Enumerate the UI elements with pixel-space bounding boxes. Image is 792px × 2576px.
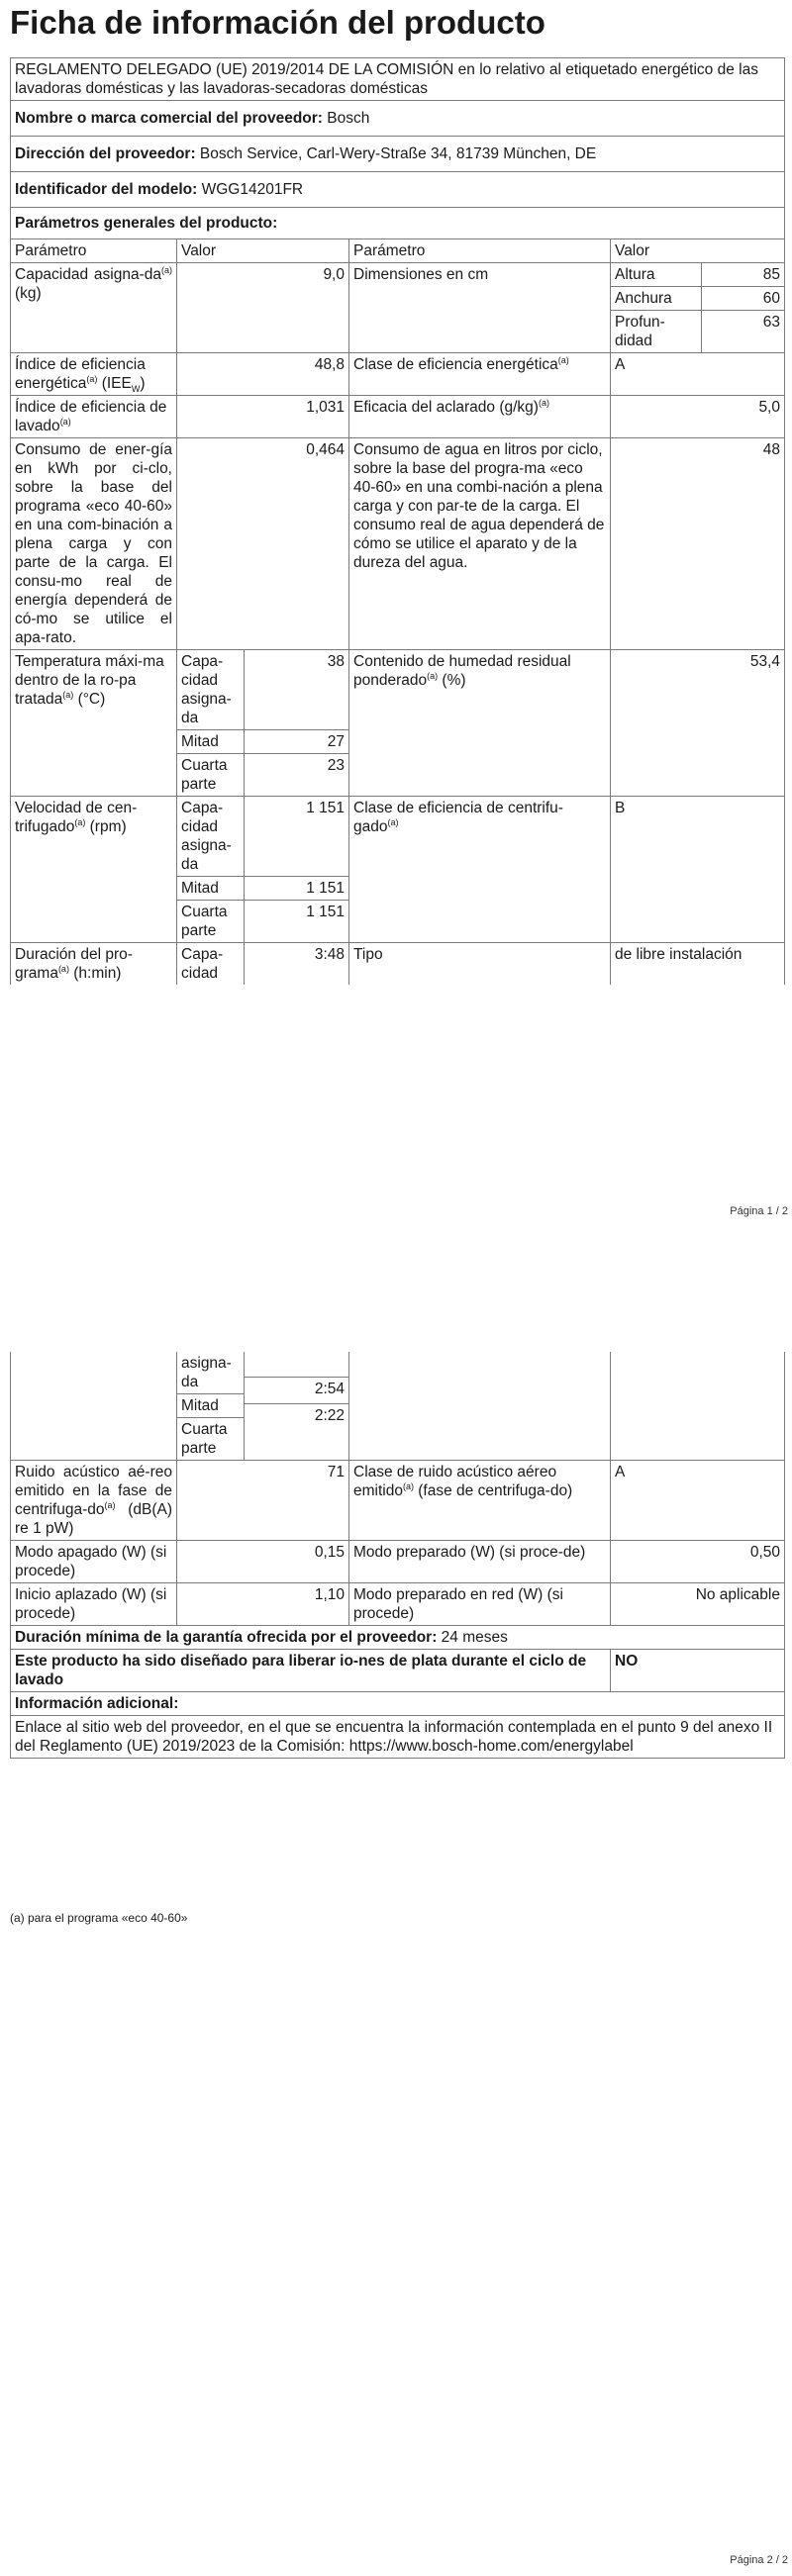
page-2 [0, 1352, 792, 2576]
delay-start-label: Inicio aplazado (W) (si procede) [11, 1583, 177, 1626]
depth-value: 63 [702, 311, 785, 353]
regulation-cell [11, 58, 785, 101]
type-value-continued [611, 1352, 785, 1461]
address-value: Bosch Service, Carl-Wery-Straße 34, 81739 München, DE [195, 145, 597, 162]
standby-label: Modo preparado (W) (si proce-de) [349, 1541, 611, 1583]
energy-consumption-value: 0,464 [177, 438, 349, 650]
network-standby-label: Modo preparado en red (W) (si procede) [349, 1583, 611, 1626]
width-value: 60 [702, 287, 785, 311]
duration-quarter-label: Cuarta parte [177, 1418, 245, 1461]
temp-quarter-label: Cuarta parte [177, 754, 245, 797]
type-label: Tipo [349, 943, 611, 986]
footnote: (a) para el programa «eco 40-60» [10, 1911, 188, 1925]
duration-label: Duración del pro-grama$^{(a)}$ (h:min) [11, 943, 177, 986]
energy-class-label: Clase de eficiencia energética$^{(a)}$ [349, 353, 611, 396]
additional-info-heading: Información adicional: [11, 1692, 785, 1716]
delay-start-value: 1,10 [177, 1583, 349, 1626]
col-header-param-2: Parámetro [349, 239, 611, 263]
address-label: Dirección del proveedor: [15, 145, 196, 162]
spin-quarter-label: Cuarta parte [177, 901, 245, 943]
standby-value: 0,50 [611, 1541, 785, 1583]
product-info-table [10, 57, 785, 985]
type-cell-continued [349, 1352, 611, 1461]
capacity-value: 9,0 [177, 263, 349, 353]
document-title: Ficha de información del producto [10, 4, 545, 41]
general-params-heading: Parámetros generales del producto: [11, 208, 785, 239]
model-label: Identificador del modelo: [15, 181, 198, 198]
silver-ions-value: NO [611, 1650, 785, 1692]
duration-rated-label-part2: asigna-da [177, 1352, 245, 1394]
noise-label: Ruido acústico aé-reo emitido en la fase de centrifuga-$do^{(a)}$ (dB(A) re 1 pW) [11, 1461, 177, 1541]
depth-label: Profun-didad [611, 311, 702, 353]
column-header-row [11, 239, 785, 263]
regulation-reference: REGLAMENTO DELEGADO (UE) 2019/2014 DE LA COMISIÓN [15, 61, 454, 78]
duration-rated-value: 3:48 [245, 943, 349, 986]
page-number-2: Página 2 / 2 [730, 2554, 788, 2566]
height-label: Altura [611, 263, 702, 287]
spin-class-value: B [611, 797, 785, 943]
moisture-value: 53,4 [611, 650, 785, 797]
regulation-description: en lo relativo al etiquetado energético de las lavadoras domésticas y las lavadoras-secadoras domésticas [15, 61, 758, 97]
dimensions-label: Dimensiones en cm [349, 263, 611, 353]
guarantee-label: Duración mínima de la garantía ofrecida por el proveedor: [15, 1629, 438, 1646]
spin-quarter-value: 1 151 [245, 901, 349, 943]
eei-value: 48,8 [177, 353, 349, 396]
duration-quarter-value: 2:22 [314, 1407, 345, 1424]
energy-consumption-label: Consumo de ener-gía en kWh por ci-clo, sobre la base del programa «eco 40-60» en una com-binación a plena carga y con parte de la carga. El consu-mo real de energía dependerá de có-mo se utilice el apa-rato. [11, 438, 177, 650]
guarantee-value: 24 meses [437, 1629, 508, 1646]
page-1 [0, 0, 792, 1227]
spin-rated-label: Capa-cidad asigna-da [177, 797, 245, 877]
off-mode-label: Modo apagado (W) (si procede) [11, 1541, 177, 1583]
page-number-1: Página 1 / 2 [730, 1205, 788, 1217]
col-header-value-2: Valor [611, 239, 785, 263]
supplier-label: Nombre o marca comercial del proveedor: [15, 110, 323, 127]
duration-half-label: Mitad [177, 1394, 245, 1418]
washing-index-value: 1,031 [177, 396, 349, 438]
water-consumption-value: 48 [611, 438, 785, 650]
duration-half-value: 2:54 [245, 1378, 348, 1404]
spin-half-value: 1 151 [245, 877, 349, 901]
temp-half-value: 27 [245, 730, 349, 754]
spin-rated-value: 1 151 [245, 797, 349, 877]
supplier-row [11, 101, 785, 137]
guarantee-row [11, 1626, 785, 1650]
moisture-label: Contenido de humedad residual ponderado$^{(a)}$ (%) [349, 650, 611, 797]
noise-class-value: A [611, 1461, 785, 1541]
additional-info-text: Enlace al sitio web del proveedor, en el que se encuentra la información contemplada en el punto 9 del anexo II del Reglamento (UE) 2019/2023 de la Comisión: https://www.bosch-home.com/energylabel [11, 1716, 785, 1759]
temp-quarter-value: 23 [245, 754, 349, 797]
spin-speed-label: Velocidad de cen-trifugado$^{(a)}$ (rpm) [11, 797, 177, 943]
washing-index-label: Índice de eficiencia de lavado$^{(a)}$ [11, 396, 177, 438]
height-value: 85 [702, 263, 785, 287]
model-row [11, 172, 785, 208]
temp-half-label: Mitad [177, 730, 245, 754]
water-consumption-label: Consumo de agua en litros por ciclo, sobre la base del progra-ma «eco 40-60» en una combi-nación a plena carga y con par-te de la carga. El consumo real de agua dependerá de cómo se utilice el aparato y de la dureza del agua. [349, 438, 611, 650]
duration-values-cell [245, 1352, 349, 1461]
temperature-label: Temperatura máxi-ma dentro de la ro-pa tratada$^{(a)}$ (°C) [11, 650, 177, 797]
width-label: Anchura [611, 287, 702, 311]
off-mode-value: 0,15 [177, 1541, 349, 1583]
supplier-value: Bosch [322, 110, 370, 127]
type-value: de libre instalación [611, 943, 785, 986]
energy-class-value: A [611, 353, 785, 396]
address-row [11, 137, 785, 172]
duration-rated-label-part1: Capa-cidad [177, 943, 245, 986]
col-header-value-1: Valor [177, 239, 349, 263]
duration-label-continued [11, 1352, 177, 1461]
product-info-table-continued [10, 1352, 785, 1759]
noise-value: 71 [177, 1461, 349, 1541]
noise-class-label: Clase de ruido acústico aéreo emitido$^{(a)}$ (fase de centrifuga-do) [349, 1461, 611, 1541]
temp-rated-label: Capa-cidad asigna-da [177, 650, 245, 730]
eei-label: Índice de eficiencia energética$^{(a)}$ $(IEE_W)$ [11, 353, 177, 396]
model-value: WGG14201FR [197, 181, 304, 198]
capacity-label: Capacidad asigna-$da^{(a)}$ (kg) [11, 263, 177, 353]
rinsing-label: Eficacia del aclarado $(g/kg)^{(a)}$ [349, 396, 611, 438]
silver-ions-label: Este producto ha sido diseñado para liberar io-nes de plata durante el ciclo de lavado [11, 1650, 611, 1692]
temp-rated-value: 38 [245, 650, 349, 730]
spin-class-label: Clase de eficiencia de centrifu-gado$^{(a)}$ [349, 797, 611, 943]
col-header-param-1: Parámetro [11, 239, 177, 263]
rinsing-value: 5,0 [611, 396, 785, 438]
network-standby-value: No aplicable [611, 1583, 785, 1626]
spin-half-label: Mitad [177, 877, 245, 901]
